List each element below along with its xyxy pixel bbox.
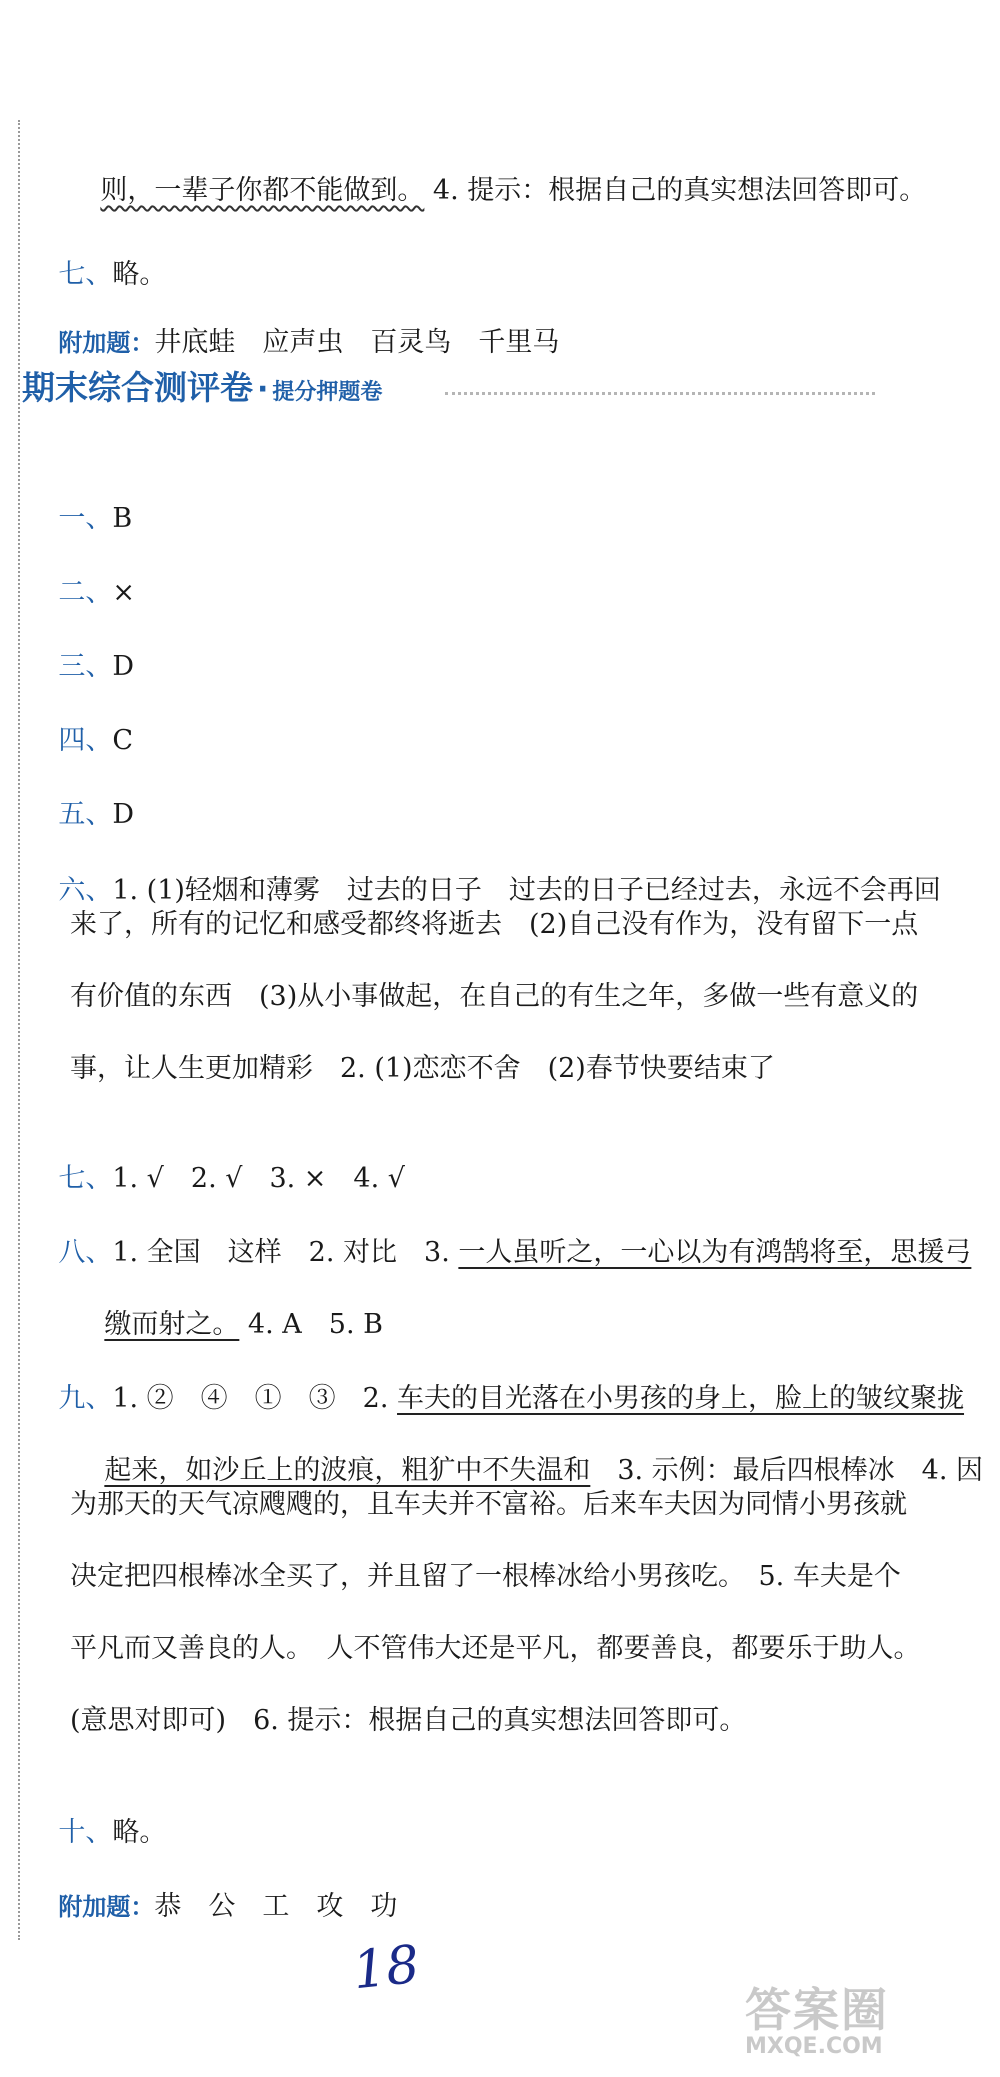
question-number: 七、 [58,259,113,290]
question-6-line-3: 有价值的东西 (3)从小事做起，在自己的有生之年，多做一些有意义的 [70,981,919,1012]
question-number: 六、 [58,875,113,906]
watermark-logo [745,1985,889,2059]
answer-text: 1. 全国 这样 2. 对比 3. [112,1237,459,1268]
section-title: 期末综合测评卷 [22,368,253,407]
question-number: 七、 [58,1163,113,1194]
answer-text: D [112,651,134,682]
question-number: 一、 [58,503,113,534]
question-number: 八、 [58,1237,113,1268]
underlined-text: 一人虽听之，一心以为有鸿鹄将至，思援弓 [458,1237,972,1268]
question-9-line-4: 决定把四根棒冰全买了，并且留了一根棒冰给小男孩吃。 5. 车夫是个 [70,1561,901,1592]
question-number: 四、 [58,725,113,756]
question-number: 十、 [58,1817,113,1848]
question-9-line-6: (意思对即可) 6. 提示：根据自己的真实想法回答即可。 [70,1705,747,1736]
watermark-en: MXQE.COM [745,2034,883,2059]
section-subtitle: 提分押题卷 [272,380,383,405]
margin-dotted-rule [18,120,20,1940]
answer-text: B [112,503,133,534]
underlined-text: 起来，如沙丘上的波痕，粗犷中不失温和 [104,1455,591,1486]
answer-text: 略。 [112,259,167,290]
question-number: 三、 [58,651,113,682]
answer-text: D [112,799,134,830]
question-6-line-2: 来了，所有的记忆和感受都终将逝去 (2)自己没有作为，没有留下一点 [70,909,919,940]
underlined-text: 车夫的目光落在小男孩的身上，脸上的皱纹聚拢 [397,1383,965,1414]
question-9-line-5: 平凡而又善良的人。 人不管伟大还是平凡，都要善良，都要乐于助人。 [70,1633,921,1664]
answer-text: 4. 提示：根据自己的真实想法回答即可。 [424,175,927,206]
answer-text: 1. √ 2. √ 3. × 4. √ [112,1163,405,1194]
underlined-text: 缴而射之。 [104,1309,240,1340]
section-heading [22,362,882,410]
handwritten-page-number: 18 [350,1934,423,2002]
question-9-line-3: 为那天的天气凉飕飕的，且车夫并不富裕。后来车夫因为同情小男孩就 [70,1489,907,1520]
answer-text: 恭 公 工 攻 功 [154,1891,398,1922]
bonus-label: 附加题： [58,329,155,357]
continued-answer-line [66,134,926,248]
question-6-line-4: 事，让人生更加精彩 2. (1)恋恋不舍 (2)春节快要结束了 [70,1053,775,1084]
question-number: 五、 [58,799,113,830]
answer-text: × [112,577,135,608]
section-dot: · [257,372,269,407]
answer-text: 略。 [112,1817,167,1848]
bonus-label: 附加题： [58,1893,155,1921]
bonus-question [24,1850,397,1964]
answer-text: 1. ② ④ ① ③ 2. [112,1383,398,1414]
answer-text: 1. (1)轻烟和薄雾 过去的日子 过去的日子已经过去，永远不会再回 [112,875,941,906]
answer-text: 3. 示例：最后四根棒冰 4. 因 [590,1455,984,1486]
answer-text: 井底蛙 应声虫 百灵鸟 千里马 [154,327,560,358]
heading-dotted-rule [445,392,875,395]
question-number: 二、 [58,577,113,608]
watermark-cn: 答案圈 [745,1983,889,2037]
wavy-underlined-text: 则，一辈子你都不能做到。 [100,175,425,206]
answer-text: 4. A 5. B [239,1309,383,1340]
answer-text: C [112,725,134,756]
question-number: 九、 [58,1383,113,1414]
